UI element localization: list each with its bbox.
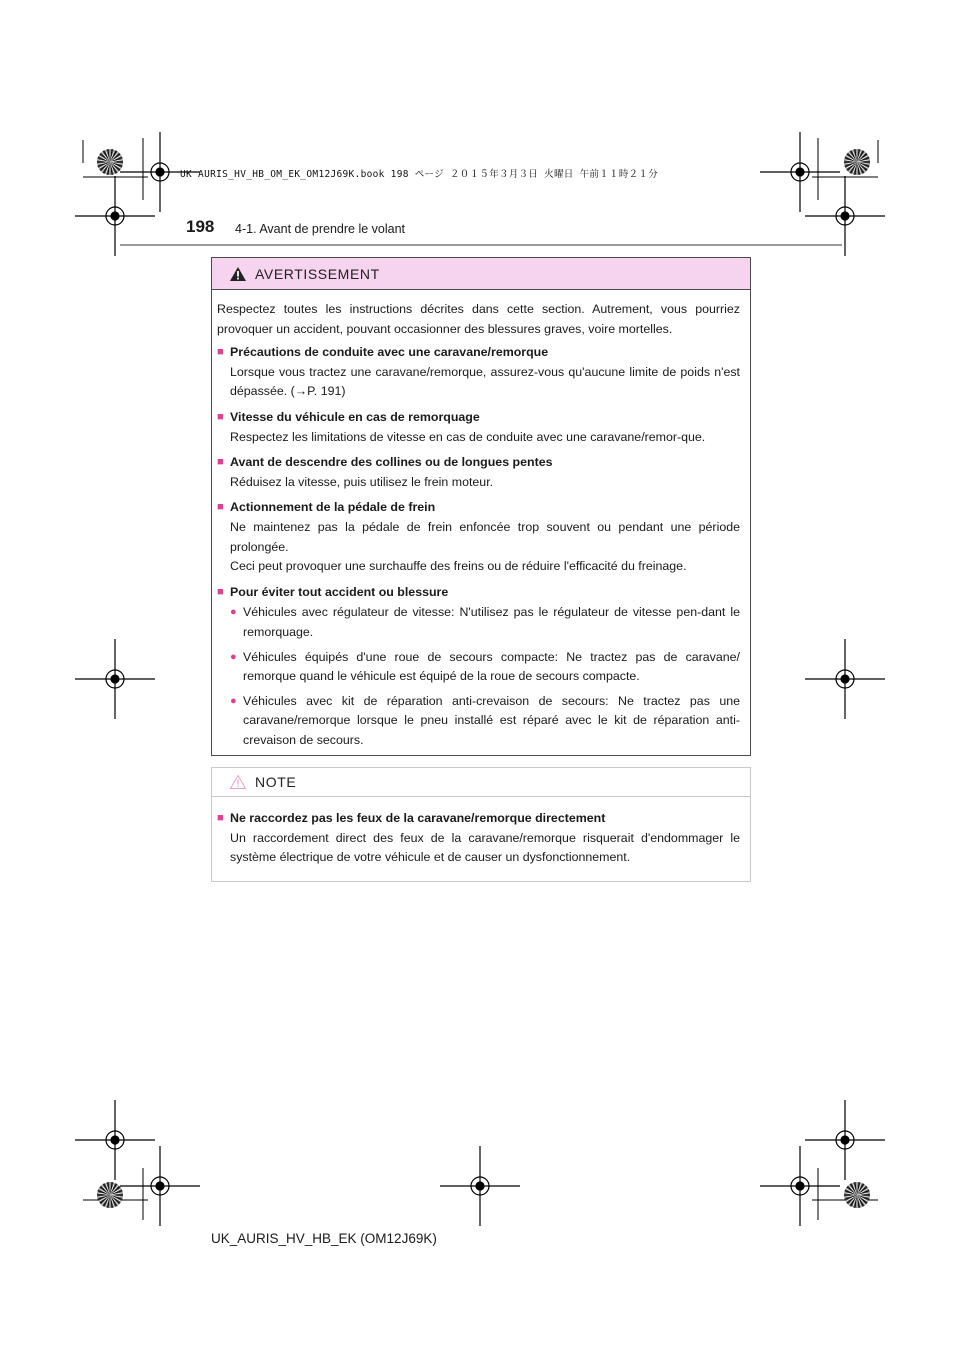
square-bullet-icon: ■ xyxy=(217,501,224,514)
warning-triangle-icon xyxy=(229,266,247,282)
warning-item xyxy=(217,453,740,492)
square-bullet-icon: ■ xyxy=(217,812,224,824)
item-text: Lorsque vous tractez une caravane/remorque, assurez-vous qu'aucune limite de poids n'est dépassée. (→P. 191) xyxy=(230,364,740,399)
item-text: Un raccordement direct des feux de la caravane/remorque risquerait d'endommager le système électrique de votre véhicule et de causer un dysfonctionnement. xyxy=(230,830,740,865)
warning-box xyxy=(211,257,751,756)
warning-intro: Respectez toutes les instructions décrites dans cette section. Autrement, vous pourriez provoquer un accident, pouvant occasionner des blessures graves, voire mortelles. xyxy=(217,302,740,336)
radial-wheel-mark xyxy=(97,149,123,175)
item-title: Avant de descendre des collines ou de longues pentes xyxy=(230,455,553,470)
item-text: Ne maintenez pas la pédale de frein enfoncée trop souvent ou pendant une période prolongée. xyxy=(230,519,740,554)
note-box xyxy=(211,767,751,882)
square-bullet-icon: ■ xyxy=(217,346,224,359)
warning-label: AVERTISSEMENT xyxy=(255,265,380,282)
page-number: 198 xyxy=(186,217,215,236)
item-text-2: Ceci peut provoquer une surchauffe des freins ou de réduire l'efficacité du freinage. xyxy=(230,559,687,574)
sub-bullet xyxy=(230,692,740,751)
item-text: Respectez les limitations de vitesse en cas de conduite avec une caravane/remor-que. xyxy=(230,429,706,444)
sub-bullet xyxy=(230,648,740,687)
radial-wheel-mark xyxy=(97,1182,123,1208)
note-header xyxy=(212,768,750,797)
crosshair-target xyxy=(440,1146,520,1226)
item-title: Précautions de conduite avec une caravane/remorque xyxy=(230,345,549,360)
crosshair-target xyxy=(805,1100,885,1180)
circle-bullet-icon: ● xyxy=(230,694,237,707)
square-bullet-icon: ■ xyxy=(217,456,224,469)
warning-item xyxy=(217,583,740,751)
footer-code: UK_AURIS_HV_HB_EK (OM12J69K) xyxy=(211,1231,437,1246)
sub-bullet xyxy=(230,603,740,642)
item-text: Réduisez la vitesse, puis utilisez le frein moteur. xyxy=(230,474,494,489)
note-item xyxy=(217,809,740,868)
warning-item xyxy=(217,408,740,447)
warning-item xyxy=(217,343,740,402)
circle-bullet-icon: ● xyxy=(230,650,237,663)
radial-wheel-mark xyxy=(844,1182,870,1208)
caution-triangle-outline-icon xyxy=(229,774,247,790)
section-title: 4-1. Avant de prendre le volant xyxy=(235,222,406,236)
square-bullet-icon: ■ xyxy=(217,585,224,598)
crosshair-target xyxy=(805,639,885,719)
item-title: Actionnement de la pédale de frein xyxy=(230,500,436,515)
item-title: Pour éviter tout accident ou blessure xyxy=(230,584,449,599)
crosshair-target xyxy=(760,1146,840,1226)
header-rule xyxy=(120,244,842,246)
bullet-text: Véhicules avec régulateur de vitesse: N'utilisez pas le régulateur de vitesse pen-dant le remorquage. xyxy=(243,605,740,639)
item-title: Vitesse du véhicule en cas de remorquage xyxy=(230,409,480,424)
bullet-text: Véhicules équipés d'une roue de secours compacte: Ne tractez pas de caravane/ remorque quand le véhicule est équipé de la roue de secours compacte. xyxy=(243,649,740,684)
square-bullet-icon: ■ xyxy=(217,410,224,423)
circle-bullet-icon: ● xyxy=(230,606,237,619)
crosshair-target xyxy=(120,1146,200,1226)
note-label: NOTE xyxy=(255,774,297,790)
crosshair-target xyxy=(75,639,155,719)
warning-body xyxy=(212,290,750,750)
bullet-text: Véhicules avec kit de réparation anti-crevaison de secours: Ne tractez pas une caravane/remorque lorsque le pneu installé est réparé avec le kit de réparation anti-crevaison de secours. xyxy=(243,693,740,747)
print-header: UK AURIS_HV_HB_OM_EK_OM12J69K.book 198 ページ ２０１５年３月３日 火曜日 午前１１時２１分 xyxy=(180,169,659,180)
warning-item xyxy=(217,498,740,576)
note-body xyxy=(212,797,750,868)
warning-header xyxy=(212,258,750,290)
radial-wheel-mark xyxy=(844,149,870,175)
item-title: Ne raccordez pas les feux de la caravane/remorque directement xyxy=(230,811,606,825)
